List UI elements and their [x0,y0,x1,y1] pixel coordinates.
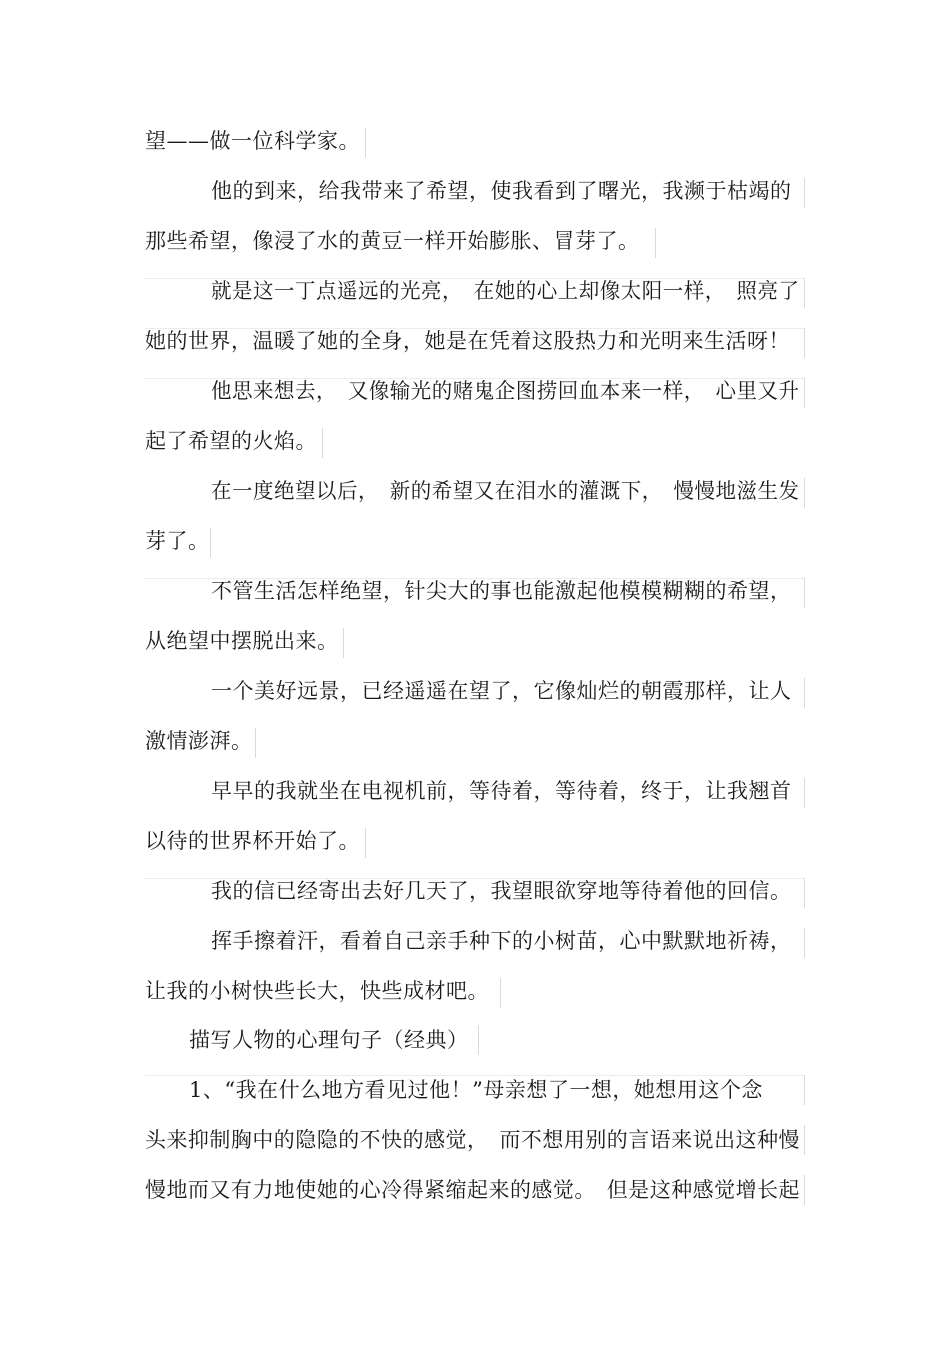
text-line: 慢地而又有力地使她的心冷得紧缩起来的感觉。 但是这种感觉增长起 [145,1178,801,1202]
line-end-bar [804,678,805,708]
row-rule [145,1075,805,1076]
text-line: 激情澎湃。 [145,729,253,753]
line-end-bar [804,778,805,808]
text-line: 芽了。 [145,529,210,553]
text-line: 就是这一丁点遥远的光亮， 在她的心上却像太阳一样， 照亮了 [211,279,800,303]
text-line: 那些希望，像浸了水的黄豆一样开始膨胀、冒芽了。 [145,229,640,253]
line-end-bar [655,228,656,258]
line-end-bar [804,278,805,308]
text-line: 起了希望的火焰。 [145,429,317,453]
text-line: 望——做一位科学家。 [145,129,360,153]
text-line: 一个美好远景，已经遥遥在望了，它像灿烂的朝霞那样，让人 [211,679,792,703]
line-end-bar [478,1025,479,1055]
text-line: 他的到来，给我带来了希望，使我看到了曙光，我濒于枯竭的 [211,179,792,203]
text-line: 我的信已经寄出去好几天了，我望眼欲穿地等待着他的回信。 [211,879,792,903]
text-line: 从绝望中摆脱出来。 [145,629,339,653]
line-end-bar [343,628,344,658]
line-end-bar [804,1075,805,1105]
line-end-bar [365,128,366,158]
line-end-bar [255,728,256,758]
text-line: 她的世界，温暖了她的全身，她是在凭着这股热力和光明来生活呀！ [145,329,790,353]
line-end-bar [804,478,805,508]
line-end-bar [804,178,805,208]
text-line: 不管生活怎样绝望，针尖大的事也能激起他模模糊糊的希望， [211,579,792,603]
text-line: 以待的世界杯开始了。 [145,829,360,853]
line-end-bar [804,578,805,608]
section-heading: 描写人物的心理句子（经典） [189,1028,469,1052]
text-line: 他思来想去， 又像输光的赌鬼企图捞回血本来一样， 心里又升 [211,379,800,403]
text-line: 挥手擦着汗，看着自己亲手种下的小树苗，心中默默地祈祷， [211,929,792,953]
text-line: 早早的我就坐在电视机前，等待着，等待着，终于，让我翘首 [211,779,792,803]
line-end-bar [365,828,366,858]
text-line: 在一度绝望以后， 新的希望又在泪水的灌溉下， 慢慢地滋生发 [211,479,800,503]
line-end-bar [210,528,211,558]
text-line: 1、“我在什么地方看见过他！”母亲想了一想，她想用这个念 [189,1078,763,1102]
line-end-bar [804,328,805,358]
line-end-bar [322,428,323,458]
line-end-bar [804,878,805,908]
line-end-bar [804,378,805,408]
line-end-bar [804,1175,805,1205]
line-end-bar [804,928,805,958]
line-end-bar [500,978,501,1008]
line-end-bar [804,1125,805,1155]
text-line: 头来抑制胸中的隐隐的不快的感觉， 而不想用别的言语来说出这种慢 [145,1128,801,1152]
text-line: 让我的小树快些长大，快些成材吧。 [145,979,489,1003]
